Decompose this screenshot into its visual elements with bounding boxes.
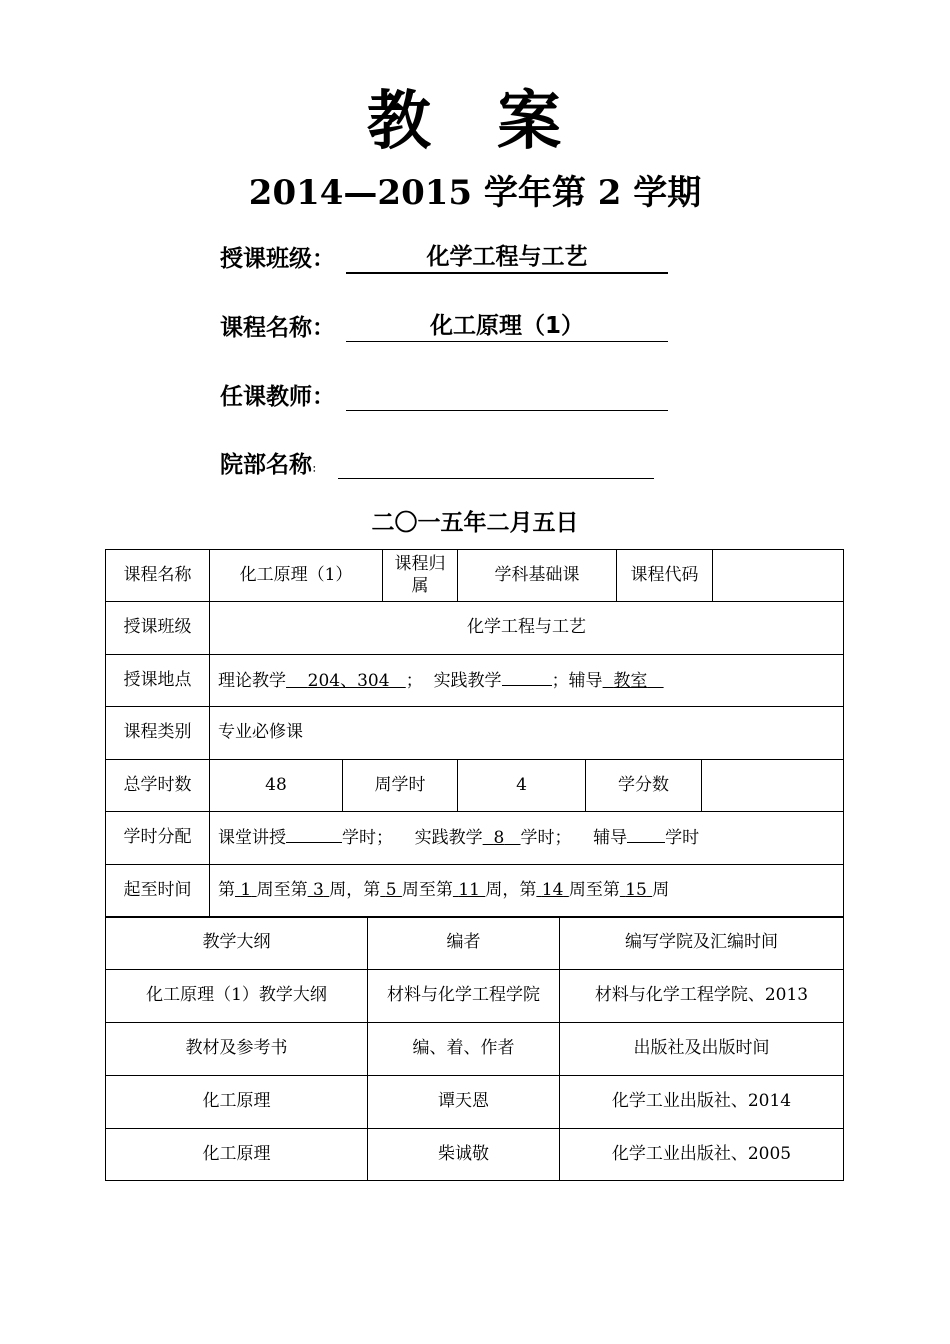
course-info-table [105, 549, 844, 918]
tutor-room: 教室 [613, 670, 648, 691]
location-label: 授课地点 [106, 655, 210, 707]
sch-p6: 周至第 [568, 880, 620, 901]
teacher-value [346, 376, 668, 411]
location-value [210, 655, 844, 707]
sch-p5: 周，第 [485, 880, 537, 901]
practice-room [502, 669, 552, 686]
book-author: 谭天恩 [368, 1076, 560, 1129]
course-name-label: 课程名称 [106, 550, 210, 602]
theory-room-pad-r [390, 671, 406, 691]
sch-w6: 15 [625, 880, 647, 901]
academic-term: 2014—2015 学年第 2 学期 [248, 173, 702, 213]
course-belong-label: 课程归属 [383, 550, 458, 602]
practice-prefix: 实践教学 [433, 670, 502, 691]
syllabus-books-table [105, 916, 844, 1181]
document-title: 教 案 [366, 85, 584, 159]
schedule-label: 起至时间 [106, 865, 210, 918]
book-author: 柴诚敬 [368, 1129, 560, 1181]
book-name: 化工原理 [106, 1129, 368, 1181]
alloc-practice-pad-l [483, 828, 494, 848]
row-course-name [106, 550, 844, 602]
alloc-tutor-unit: 学时 [665, 828, 700, 849]
syllabus-college: 材料与化学工程学院、2013 [560, 970, 844, 1023]
total-hours-value: 48 [210, 760, 343, 812]
sch-p2: 周至第 [256, 880, 308, 901]
syllabus-editor: 材料与化学工程学院 [368, 970, 560, 1023]
row-category [106, 707, 844, 760]
lecture-hours [286, 826, 342, 843]
class-label: 授课班级： [220, 246, 335, 272]
allocation-label: 学时分配 [106, 812, 210, 865]
category-label: 课程类别 [106, 707, 210, 760]
alloc-practice-pad-r [504, 828, 520, 848]
course-code-value [713, 550, 844, 602]
lecture-prefix: 课堂讲授 [218, 828, 286, 849]
theory-room: 204、304 [307, 670, 390, 691]
syllabus-header-college: 编写学院及汇编时间 [560, 917, 844, 970]
books-header-publisher: 出版社及出版时间 [560, 1023, 844, 1076]
row-hours [106, 760, 844, 812]
tutor-room-pad-r [647, 671, 663, 691]
book-publisher: 化学工业出版社、2005 [560, 1129, 844, 1181]
course-value: 化工原理（1） [346, 307, 668, 342]
dept-label-text: 院部名称 [220, 452, 312, 478]
sch-w3: 5 [385, 880, 397, 901]
book-name: 化工原理 [106, 1076, 368, 1129]
course-name-value: 化工原理（1） [210, 550, 383, 602]
sch-p4: 周至第 [401, 880, 453, 901]
class-row-label: 授课班级 [106, 602, 210, 655]
class-value: 化学工程与工艺 [346, 238, 668, 274]
theory-room-pad-l [286, 671, 308, 691]
course-label: 课程名称： [220, 315, 335, 341]
sch-p1: 第 [218, 880, 235, 901]
weekly-hours-value: 4 [458, 760, 586, 812]
row-allocation [106, 812, 844, 865]
document-date: 二〇一五年二月五日 [371, 510, 579, 536]
row-class [106, 602, 844, 655]
syllabus-name: 化工原理（1）教学大纲 [106, 970, 368, 1023]
dept-label-colon: ： [312, 464, 322, 475]
sch-w2: 3 [313, 880, 324, 901]
row-location [106, 655, 844, 707]
alloc-practice-unit: 学时； [520, 828, 572, 849]
sch-p7: 周 [652, 880, 670, 901]
syllabus-header-editor: 编者 [368, 917, 560, 970]
teacher-label: 任课教师： [220, 384, 335, 410]
credit-label: 学分数 [586, 760, 702, 812]
class-row-value: 化学工程与工艺 [210, 602, 844, 655]
total-hours-label: 总学时数 [106, 760, 210, 812]
books-header-row [106, 1023, 844, 1076]
allocation-value [210, 812, 844, 865]
tutor-room-pad-l [603, 671, 614, 691]
sch-w1: 1 [240, 880, 252, 901]
sch-w4: 11 [458, 880, 480, 901]
book-publisher: 化学工业出版社、2014 [560, 1076, 844, 1129]
alloc-tutor-hours [627, 826, 665, 843]
table-row [106, 1129, 844, 1181]
location-sep2: ；辅导 [551, 670, 603, 691]
dept-label [220, 446, 322, 479]
course-code-label: 课程代码 [617, 550, 713, 602]
credit-value [702, 760, 844, 812]
books-header-author: 编、着、作者 [368, 1023, 560, 1076]
dept-value [338, 444, 654, 479]
course-belong-value: 学科基础课 [458, 550, 617, 602]
syllabus-header-row [106, 917, 844, 970]
table-row [106, 970, 844, 1023]
books-header-name: 教材及参考书 [106, 1023, 368, 1076]
theory-prefix: 理论教学 [218, 670, 286, 691]
weekly-hours-label: 周学时 [343, 760, 458, 812]
category-value: 专业必修课 [210, 707, 844, 760]
lecture-unit: 学时； [342, 828, 393, 849]
location-sep1: ； [405, 670, 423, 691]
syllabus-header-name: 教学大纲 [106, 917, 368, 970]
sch-p3: 周，第 [329, 880, 381, 901]
schedule-value [210, 865, 844, 918]
alloc-tutor-prefix: 辅导 [593, 828, 628, 849]
sch-w5: 14 [541, 880, 564, 901]
alloc-practice-hours: 8 [493, 828, 505, 849]
row-schedule [106, 865, 844, 918]
alloc-practice-prefix: 实践教学 [414, 828, 483, 849]
table-row [106, 1076, 844, 1129]
